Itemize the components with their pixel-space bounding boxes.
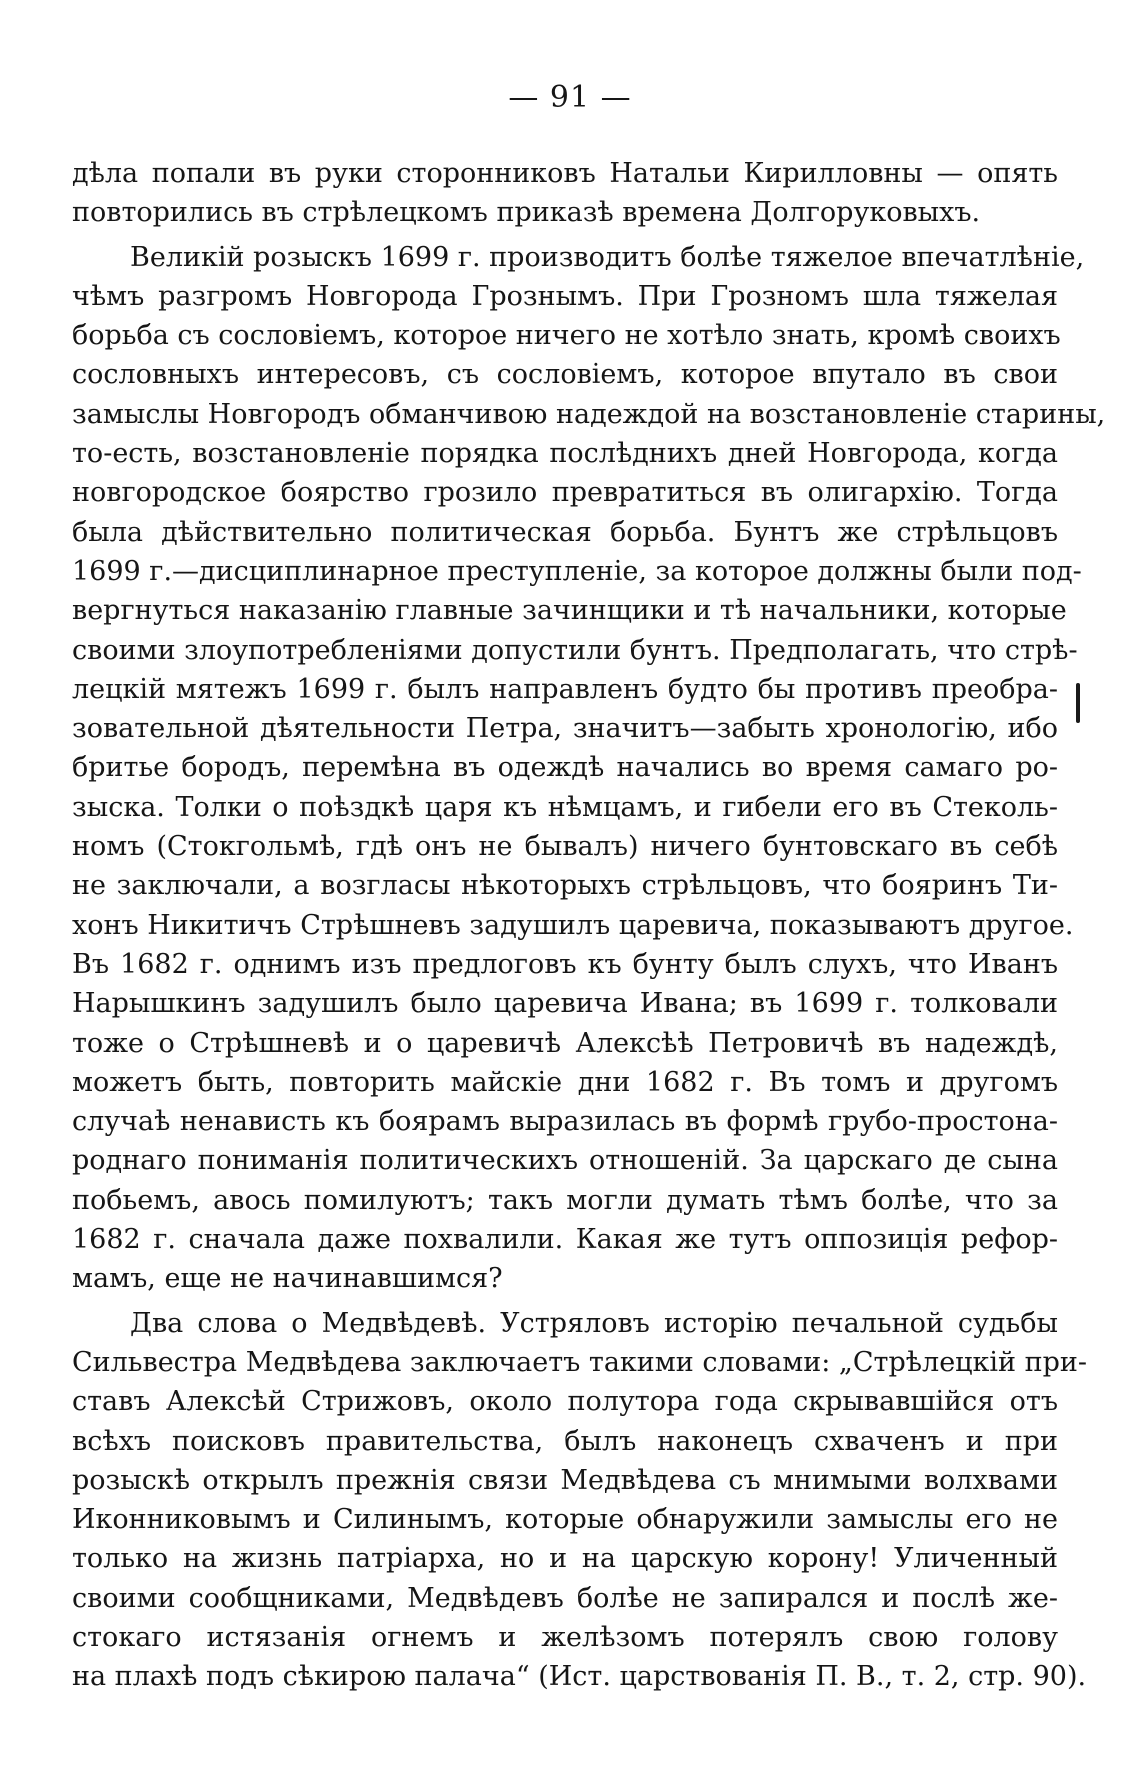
text-line: тоже о Стрѣшневѣ и о царевичѣ Алексѣѣ Петровичѣ въ надеждѣ, xyxy=(72,1027,1058,1059)
text-line: лецкій мятежъ 1699 г. былъ направленъ будто бы противъ преобра- xyxy=(72,673,1058,705)
text-line: Сильвестра Медвѣдева заключаетъ такими словами: „Стрѣлецкій при- xyxy=(72,1346,1088,1378)
body-text xyxy=(72,154,1106,1697)
text-line: розыскѣ открылъ прежнія связи Медвѣдева съ мнимыми волхвами xyxy=(72,1464,1058,1496)
text-line: своими сообщниками, Медвѣдевъ болѣе не запирался и послѣ же- xyxy=(72,1582,1058,1614)
text-line: ставъ Алексѣй Стрижовъ, около полутора года скрывавшійся отъ xyxy=(72,1386,1058,1418)
text-line: хонъ Никитичъ Стрѣшневъ задушилъ царевича, показываютъ другое. xyxy=(72,909,1074,941)
text-line: 1682 г. сначала даже похвалили. Какая же тутъ оппозиція рефор- xyxy=(72,1224,1058,1256)
text-line: зыска. Толки о поѣздкѣ царя къ нѣмцамъ, и гибели его въ Стеколь- xyxy=(72,791,1058,823)
text-line: можетъ быть, повторить майскіе дни 1682 г. Въ томъ и другомъ xyxy=(72,1066,1058,1098)
text-line: случаѣ ненависть къ боярамъ выразилась въ формѣ грубо-простона- xyxy=(72,1106,1058,1138)
text-line: бритье бородъ, перемѣна въ одеждѣ начались во время самаго ро- xyxy=(72,752,1058,784)
text-line: номъ (Стокгольмѣ, гдѣ онъ не бывалъ) ничего бунтовскаго въ себѣ xyxy=(72,831,1058,863)
text-line: Нарышкинъ задушилъ было царевича Ивана; въ 1699 г. толковали xyxy=(72,988,1058,1020)
text-line: стокаго истязанія огнемъ и желѣзомъ потерялъ свою голову xyxy=(72,1621,1058,1653)
text-line: Въ 1682 г. однимъ изъ предлоговъ къ бунту былъ слухъ, что Иванъ xyxy=(72,948,1058,980)
text-line: Великій розыскъ 1699 г. производитъ болѣе тяжелое впечатлѣніе, xyxy=(130,241,1085,273)
text-line: Два слова о Медвѣдевѣ. Устряловъ исторію печальной судьбы xyxy=(130,1307,1058,1339)
text-line: новгородское боярство грозило превратиться въ олигархію. Тогда xyxy=(72,477,1058,509)
text-line: 1699 г.—дисциплинарное преступленіе, за которое должны были под- xyxy=(72,555,1082,587)
text-line: сословныхъ интересовъ, съ сословіемъ, которое впутало въ свои xyxy=(72,359,1058,391)
text-line: то-есть, возстановленіе порядка послѣднихъ дней Новгорода, когда xyxy=(72,438,1058,470)
margin-mark xyxy=(1076,683,1080,723)
text-line: мамъ, еще не начинавшимся? xyxy=(72,1263,503,1295)
paragraph-1 xyxy=(72,154,1058,233)
text-line: побьемъ, авось помилуютъ; такъ могли думать тѣмъ болѣе, что за xyxy=(72,1184,1058,1216)
paragraph-2 xyxy=(72,238,1106,1299)
text-line: Иконниковымъ и Силинымъ, которые обнаружили замыслы его не xyxy=(72,1504,1058,1536)
text-line: своими злоупотребленіями допустили бунтъ. Предполагать, что стрѣ- xyxy=(72,634,1078,666)
text-line: дѣла попали въ руки сторонниковъ Натальи Кирилловны — опять xyxy=(72,158,1058,189)
text-line: вергнуться наказанію главные зачинщики и тѣ начальники, которые xyxy=(72,595,1067,627)
page-number: — 91 — xyxy=(508,80,632,115)
text-line: роднаго пониманія политическихъ отношеній. За царскаго де сына xyxy=(72,1145,1058,1177)
text-line: была дѣйствительно политическая борьба. Бунтъ же стрѣльцовъ xyxy=(72,516,1058,548)
paragraph-3 xyxy=(72,1304,1088,1697)
text-line: зовательной дѣятельности Петра, значитъ—забыть хронологію, ибо xyxy=(72,713,1058,745)
text-line: не заключали, а возгласы нѣкоторыхъ стрѣльцовъ, что бояринъ Ти- xyxy=(72,870,1058,902)
text-line: всѣхъ поисковъ правительства, былъ наконецъ схваченъ и при xyxy=(72,1425,1058,1457)
text-line: только на жизнь патріарха, но и на царскую корону! Уличенный xyxy=(72,1543,1058,1575)
text-line: борьба съ сословіемъ, которое ничего не хотѣло знать, кромѣ своихъ xyxy=(72,320,1061,352)
text-line: замыслы Новгородъ обманчивою надеждой на возстановленіе старины, xyxy=(72,398,1106,430)
text-line: повторились въ стрѣлецкомъ приказѣ времена Долгоруковыхъ. xyxy=(72,197,981,229)
text-line: на плахѣ подъ сѣкирою палача“ (Ист. царствованія П. В., т. 2, стр. 90). xyxy=(72,1661,1087,1693)
text-line: чѣмъ разгромъ Новгорода Грознымъ. При Грозномъ шла тяжелая xyxy=(72,280,1058,312)
